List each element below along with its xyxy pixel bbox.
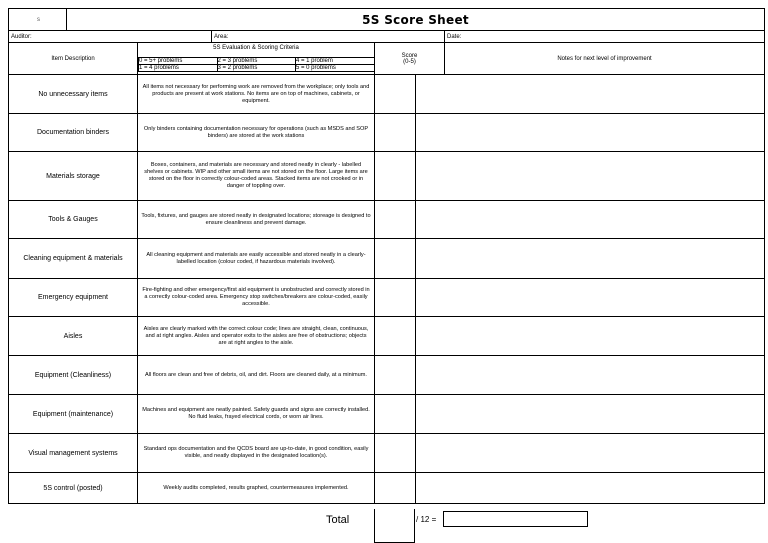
score-cell[interactable] <box>375 356 416 395</box>
logo-cell <box>9 9 67 31</box>
item-name: Tools & Gauges <box>9 201 138 239</box>
item-criteria: Boxes, containers, and materials are necessary and stored neatly in clearly - labelled shelves or cabinets. WIP and other small items are not stored on the floor. Large items are stored on the floor in correctly colour-coded areas. Stacked items are not crooked or in danger of toppling over. <box>138 152 375 201</box>
scale-entry: 1 = 4 problems <box>139 65 218 72</box>
item-name: Equipment (maintenance) <box>9 395 138 434</box>
table-row <box>9 114 765 152</box>
item-criteria: All items not necessary for performing work are removed from the workplace; only tools and products are present at work stations. No items are on top of machines, cabinets, or equipment. <box>138 75 375 114</box>
total-out-of: / 12 = <box>416 515 437 524</box>
item-criteria: All cleaning equipment and materials are easily accessible and stored neatly in a clearly-labelled location (colour coded, if hazardous materials involved). <box>138 239 375 279</box>
auditor-label: Auditor: <box>11 33 32 40</box>
item-name: Cleaning equipment & materials <box>9 239 138 279</box>
score-cell[interactable] <box>375 75 416 114</box>
total-label: Total <box>326 514 350 526</box>
notes-cell[interactable] <box>416 356 765 395</box>
date-label: Date: <box>447 33 462 40</box>
notes-header: Notes for next level of improvement <box>445 43 765 75</box>
criteria-title: 5S Evaluation & Scoring Criteria <box>213 45 299 51</box>
notes-cell[interactable] <box>416 201 765 239</box>
area-label: Area: <box>214 33 229 40</box>
item-name: Aisles <box>9 317 138 356</box>
item-criteria: Fire-fighting and other emergency/first aid equipment is unobstructed and correctly stored in a correctly colour-coded area. Emergency stop switches/breakers are colour-coded, easily accessible. <box>138 279 375 317</box>
table-row <box>9 434 765 473</box>
total-section <box>8 509 764 543</box>
item-name: Emergency equipment <box>9 279 138 317</box>
area-field[interactable] <box>212 31 445 43</box>
score-table <box>8 8 765 504</box>
table-row <box>9 356 765 395</box>
item-name: Materials storage <box>9 152 138 201</box>
item-criteria: Tools, fixtures, and gauges are stored neatly in designated locations; storeage is designed to ensure cleanliness and prevent damage. <box>138 201 375 239</box>
item-name: Equipment (Cleanliness) <box>9 356 138 395</box>
notes-cell[interactable] <box>416 114 765 152</box>
item-criteria: Machines and equipment are neatly painted. Safety guards and signs are correctly installed. No fluid leaks, frayed electrical cords, or worn air lines. <box>138 395 375 434</box>
logo-text: s <box>37 16 40 23</box>
sheet-title: 5S Score Sheet <box>67 9 765 31</box>
score-cell[interactable] <box>375 317 416 356</box>
notes-cell[interactable] <box>416 75 765 114</box>
notes-cell[interactable] <box>416 279 765 317</box>
notes-cell[interactable] <box>416 317 765 356</box>
scale-entry: 3 = 2 problems <box>217 65 296 72</box>
item-name: No unnecessary items <box>9 75 138 114</box>
item-name: Documentation binders <box>9 114 138 152</box>
scale-entry: 4 = 1 problem <box>296 58 375 65</box>
item-name: Visual management systems <box>9 434 138 473</box>
score-header <box>375 43 445 75</box>
score-range: (0-5) <box>403 58 416 65</box>
item-description-header: Item Description <box>9 43 138 75</box>
notes-cell[interactable] <box>416 152 765 201</box>
table-row <box>9 395 765 434</box>
notes-cell[interactable] <box>416 395 765 434</box>
table-row <box>9 279 765 317</box>
score-cell[interactable] <box>375 473 416 504</box>
score-cell[interactable] <box>375 434 416 473</box>
score-cell[interactable] <box>375 114 416 152</box>
score-sheet <box>8 8 764 526</box>
total-result-field[interactable] <box>443 511 588 527</box>
item-criteria: All floors are clean and free of debris, oil, and dirt. Floors are cleaned daily, at a minimum. <box>138 356 375 395</box>
score-cell[interactable] <box>375 279 416 317</box>
table-row <box>9 473 765 504</box>
item-criteria: Weekly audits completed, results graphed, countermeasures implemented. <box>138 473 375 504</box>
notes-cell[interactable] <box>416 434 765 473</box>
score-cell[interactable] <box>375 395 416 434</box>
table-row <box>9 152 765 201</box>
auditor-field[interactable] <box>9 31 212 43</box>
table-row <box>9 239 765 279</box>
scale-entry: 5 = 0 problems <box>296 65 375 72</box>
item-criteria: Standard ops documentation and the QCDS board are up-to-date, in good condition, easily visible, and neatly displayed in the designated location(s). <box>138 434 375 473</box>
criteria-header <box>138 43 375 75</box>
score-cell[interactable] <box>375 201 416 239</box>
table-row <box>9 75 765 114</box>
scale-entry: 2 = 3 problems <box>217 58 296 65</box>
scoring-scale <box>138 57 374 72</box>
item-criteria: Aisles are clearly marked with the correct colour code; lines are straight, clean, continuous, and at right angles. Aisles and operator exits to the aisles are free of obstructions; objects are at right angles to the aisle. <box>138 317 375 356</box>
notes-cell[interactable] <box>416 239 765 279</box>
score-label: Score <box>401 52 418 59</box>
total-score-box[interactable] <box>374 509 415 543</box>
table-row <box>9 201 765 239</box>
scale-entry: 0 = 5+ problems <box>139 58 218 65</box>
notes-cell[interactable] <box>416 473 765 504</box>
item-criteria: Only binders containing documentation necessary for operations (such as MSDS and SOP binders) are stored at the work stations <box>138 114 375 152</box>
score-cell[interactable] <box>375 152 416 201</box>
item-name: 5S control (posted) <box>9 473 138 504</box>
score-cell[interactable] <box>375 239 416 279</box>
table-row <box>9 317 765 356</box>
date-field[interactable] <box>445 31 765 43</box>
